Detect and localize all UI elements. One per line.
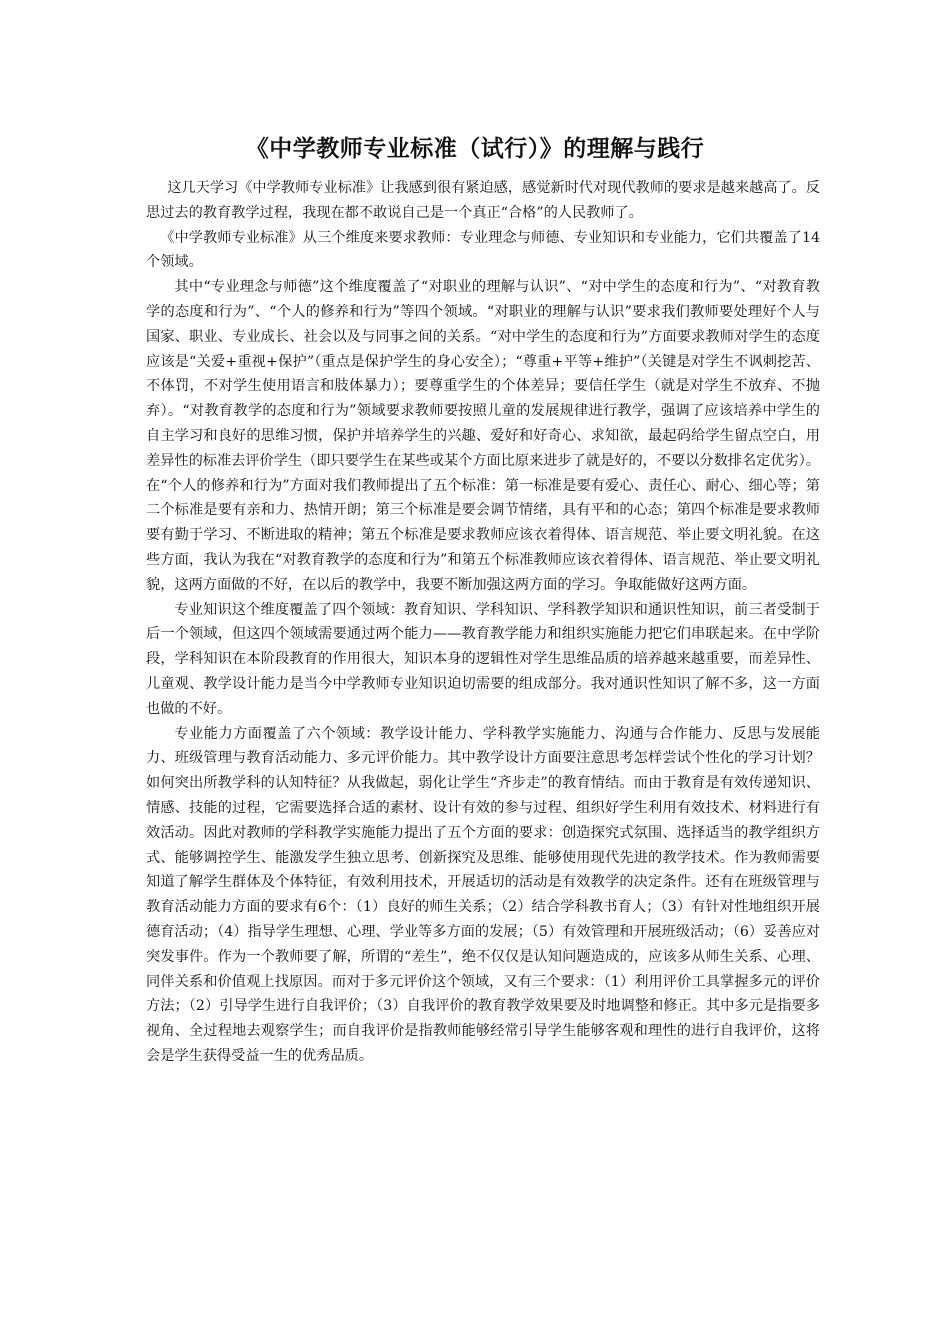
paragraph-dimensions: 《中学教师专业标准》从三个维度来要求教师：专业理念与师德、专业知识和专业能力，它们共覆盖了14个领域。 — [146, 229, 820, 271]
paragraph-professional-ethics: 其中“专业理念与师德”这个维度覆盖了“对职业的理解与认识”、“对中学生的态度和行为”、“对教育教学的态度和行为”、“个人的修养和行为”等四个领域。“对职业的理解与认识”要求我们教师要处理好个人与国家、职业、专业成长、社会以及与同事之间的关系。“对中学生的态度和行为”方面要求教师对学生的态度应该是“关爱+重视+保护”（重点是保护学生的身心安全）；“尊重+平等+维护”（关键是对学生不讽刺挖苦、不体罚，不对学生使用语言和肢体暴力）；要尊重学生的个体差异；要信任学生（就是对学生不放弃、不抛弃）。“对教育教学的态度和行为”领域要求教师要按照儿童的发展规律进行教学，强调了应该培养中学生的自主学习和良好的思维习惯，保护并培养学生的兴趣、爱好和好奇心、求知欲，最起码给学生留点空白，用差异性的标准去评价学生（即只要学生在某些或某个方面比原来进步了就是好的，不要以分数排名定优劣）。在“个人的修养和行为”方面对我们教师提出了五个标准：第一标准是要有爱心、责任心、耐心、细心等；第二个标准是要有亲和力、热情开朗；第三个标准是要会调节情绪，具有平和的心态；第四个标准是要求教师要有勤于学习、不断进取的精神；第五个标准是要求教师应该衣着得体、语言规范、举止要文明礼貌。在这些方面，我认为我在“对教育教学的态度和行为”和第五个标准教师应该衣着得体、语言规范、举止要文明礼貌，这两方面做的不好，在以后的教学中，我要不断加强这两方面的学习。争取能做好这两方面。 — [146, 279, 820, 593]
paragraph-intro: 这几天学习《中学教师专业标准》让我感到很有紧迫感，感觉新时代对现代教师的要求是越来越高了。反思过去的教育教学过程，我现在都不敢说自己是一个真正“合格”的人民教师了。 — [146, 180, 820, 221]
document-body — [146, 176, 820, 1069]
paragraph-professional-ability: 专业能力方面覆盖了六个领域：教学设计能力、学科教学实施能力、沟通与合作能力、反思与发展能力、班级管理与教育活动能力、多元评价能力。其中教学设计方面要注意思考怎样尝试个性化的学习计划？如何突出所教学科的认知特征？从我做起，弱化让学生“齐步走”的教育情结。而由于教育是有效传递知识、情感、技能的过程，它需要选择合适的素材、设计有效的参与过程、组织好学生利用有效技术、材料进行有效活动。因此对教师的学科教学实施能力提出了五个方面的要求：创造探究式氛围、选择适当的教学组织方式、能够调控学生、能激发学生独立思考、创新探究及思维、能够使用现代先进的教学技术。作为教师需要知道了解学生群体及个体特征，有效利用技术，开展适切的活动是有效教学的决定条件。还有在班级管理与教育活动能力方面的要求有6个：（1）良好的师生关系；（2）结合学科教书育人；（3）有针对性地组织开展德育活动；（4）指导学生理想、心理、学业等多方面的发展；（5）有效管理和开展班级活动；（6）妥善应对突发事件。作为一个教师要了解，所谓的“差生”，绝不仅仅是认知问题造成的，应该多从师生关系、心理、同伴关系和价值观上找原因。而对于多元评价这个领域，又有三个要求：（1）利用评价工具掌握多元的评价方法；（2）引导学生进行自我评价；（3）自我评价的教育教学效果要及时地调整和修正。其中多元是指要多视角、全过程地去观察学生；而自我评价是指教师能够经常引导学生能够客观和理性的进行自我评价，这将会是学生获得受益一生的优秀品质。 — [146, 725, 820, 1064]
paragraph-professional-knowledge: 专业知识这个维度覆盖了四个领域：教育知识、学科知识、学科教学知识和通识性知识，前三者受制于后一个领域，但这四个领域需要通过两个能力——教育教学能力和组织实施能力把它们串联起来。在中学阶段，学科知识在本阶段教育的作用很大，知识本身的逻辑性对学生思维品质的培养越来越重要，而差异性、儿童观、教学设计能力是当今中学教师专业知识迫切需要的组成部分。我对通识性知识了解不多，这一方面也做的不好。 — [146, 601, 820, 717]
document-title: 《中学教师专业标准（试行）》的理解与践行 — [245, 135, 705, 162]
